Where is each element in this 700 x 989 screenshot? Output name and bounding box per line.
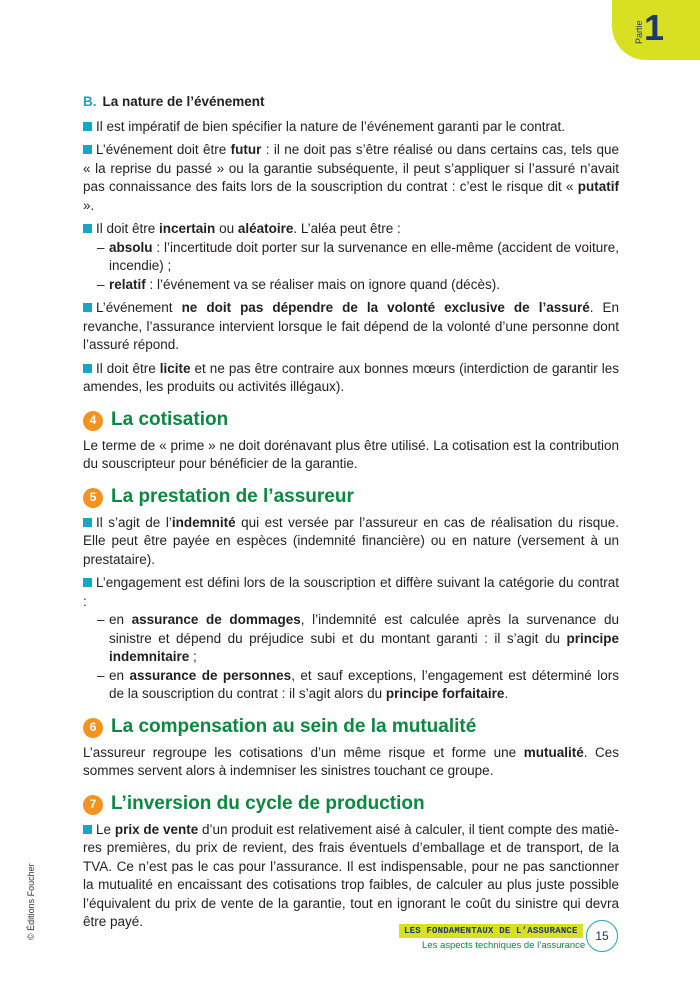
list-item: – en assurance de dommages, l’indemnité est calculée après la survenance du sinistre et dépend du préjudice subi et du montant garanti : il s’agit du principe indemnitaire ;	[97, 611, 619, 667]
square-bullet-icon	[83, 303, 92, 312]
page-number: 15	[586, 920, 618, 952]
section-number: 4	[83, 411, 103, 431]
paragraph: L’événement doit être futur : il ne doit pas s’être réalisé ou dans certains cas, tels que « la reprise du passé » ou la garantie subséquente, il peut s’appliquer si l’assuré n’avait pas connaissance des faits lors de la souscription du contrat : c’est le risque dit « putatif ».	[83, 142, 619, 213]
square-bullet-icon	[83, 364, 92, 373]
section-title: La compensation au sein de la mutualité	[111, 716, 477, 738]
paragraph: Il s’agit de l’indemnité qui est versée par l’assureur en cas de réalisation du risque. Elle peut être payée en espèces (indemnité financière) ou en nature (versement à un prestataire).	[83, 514, 619, 567]
section-heading	[83, 411, 619, 431]
part-number: 1	[644, 7, 665, 48]
section-title: La prestation de l’assureur	[111, 486, 354, 508]
subsection-heading	[83, 93, 619, 112]
paragraph: Le terme de « prime » ne doit dorénavant plus être utilisé. La cotisation est la contribution du souscripteur pour bénéficier de la garantie.	[83, 437, 619, 471]
square-bullet-icon	[83, 518, 92, 527]
paragraph: L’assureur regroupe les cotisations d’un même risque et forme une mutualité. Ces sommes servent alors à indemniser les sinistres touchant ce groupe.	[83, 744, 620, 778]
section-title: La cotisation	[111, 409, 229, 431]
list-item: – absolu : l’incertitude doit porter sur la survenance en elle-même (accident de voiture, incendie) ;	[97, 239, 619, 276]
chapter-title: Les aspects techniques de l’assurance	[422, 940, 586, 951]
list-item: – en assurance de personnes, et sauf exceptions, l’engagement est déterminé lors de la souscription du contrat : il s’agit alors du principe forfaitaire.	[97, 667, 619, 704]
square-bullet-icon	[83, 825, 92, 834]
section-heading	[83, 488, 619, 508]
part-tab	[612, 0, 700, 60]
paragraph: L’engagement est défini lors de la souscription et diffère suivant la catégorie du contrat :	[83, 575, 619, 609]
section-heading	[83, 795, 619, 815]
part-label: Partie	[634, 20, 644, 44]
section-heading	[83, 718, 619, 738]
section-number: 6	[83, 718, 103, 738]
page-content	[83, 93, 619, 937]
square-bullet-icon	[83, 145, 92, 154]
book-title: LES FONDAMENTAUX DE L’ASSURANCE	[399, 924, 583, 938]
section-title: L’inversion du cycle de production	[111, 793, 425, 815]
square-bullet-icon	[83, 578, 92, 587]
list-item: – relatif : l’événement va se réaliser mais on ignore quand (décès).	[97, 276, 619, 295]
paragraph: Le prix de vente d’un produit est relativement aisé à calculer, il tient compte des matiè-res premières, du prix de revient, des frais éventuels d’emballage et de transport, de la TVA. Ce n’est pas le cas pour l’assurance. Il est indispensable, pour ne pas sanctionner la mutualité en encaissant des cotisations trop faibles, de calculer au plus juste possible l’équivalent du prix de vente de la garantie, tout en ignorant le coût du sinistre qui devra être payé.	[83, 821, 620, 929]
copyright-notice: © Éditions Foucher	[26, 863, 36, 940]
dash-list	[83, 239, 619, 295]
square-bullet-icon	[83, 224, 92, 233]
subsection-title: La nature de l’événement	[102, 94, 265, 109]
dash-list	[83, 611, 619, 704]
subsection-letter: B.	[83, 94, 97, 109]
paragraph: Il doit être licite et ne pas être contraire aux bonnes mœurs (interdiction de garantir les amendes, les produits ou activités illégaux).	[83, 360, 619, 394]
paragraph: Il est impératif de bien spécifier la nature de l’événement garanti par le contrat.	[83, 118, 619, 137]
paragraph: L’événement ne doit pas dépendre de la volonté exclusive de l’assuré. En revanche, l’assurance intervient lorsque le fait dépend de la volonté d’une personne dont l’assuré répond.	[83, 300, 620, 352]
paragraph: Il doit être incertain ou aléatoire. L’aléa peut être :	[83, 220, 619, 239]
section-number: 7	[83, 795, 103, 815]
square-bullet-icon	[83, 122, 92, 131]
section-number: 5	[83, 488, 103, 508]
